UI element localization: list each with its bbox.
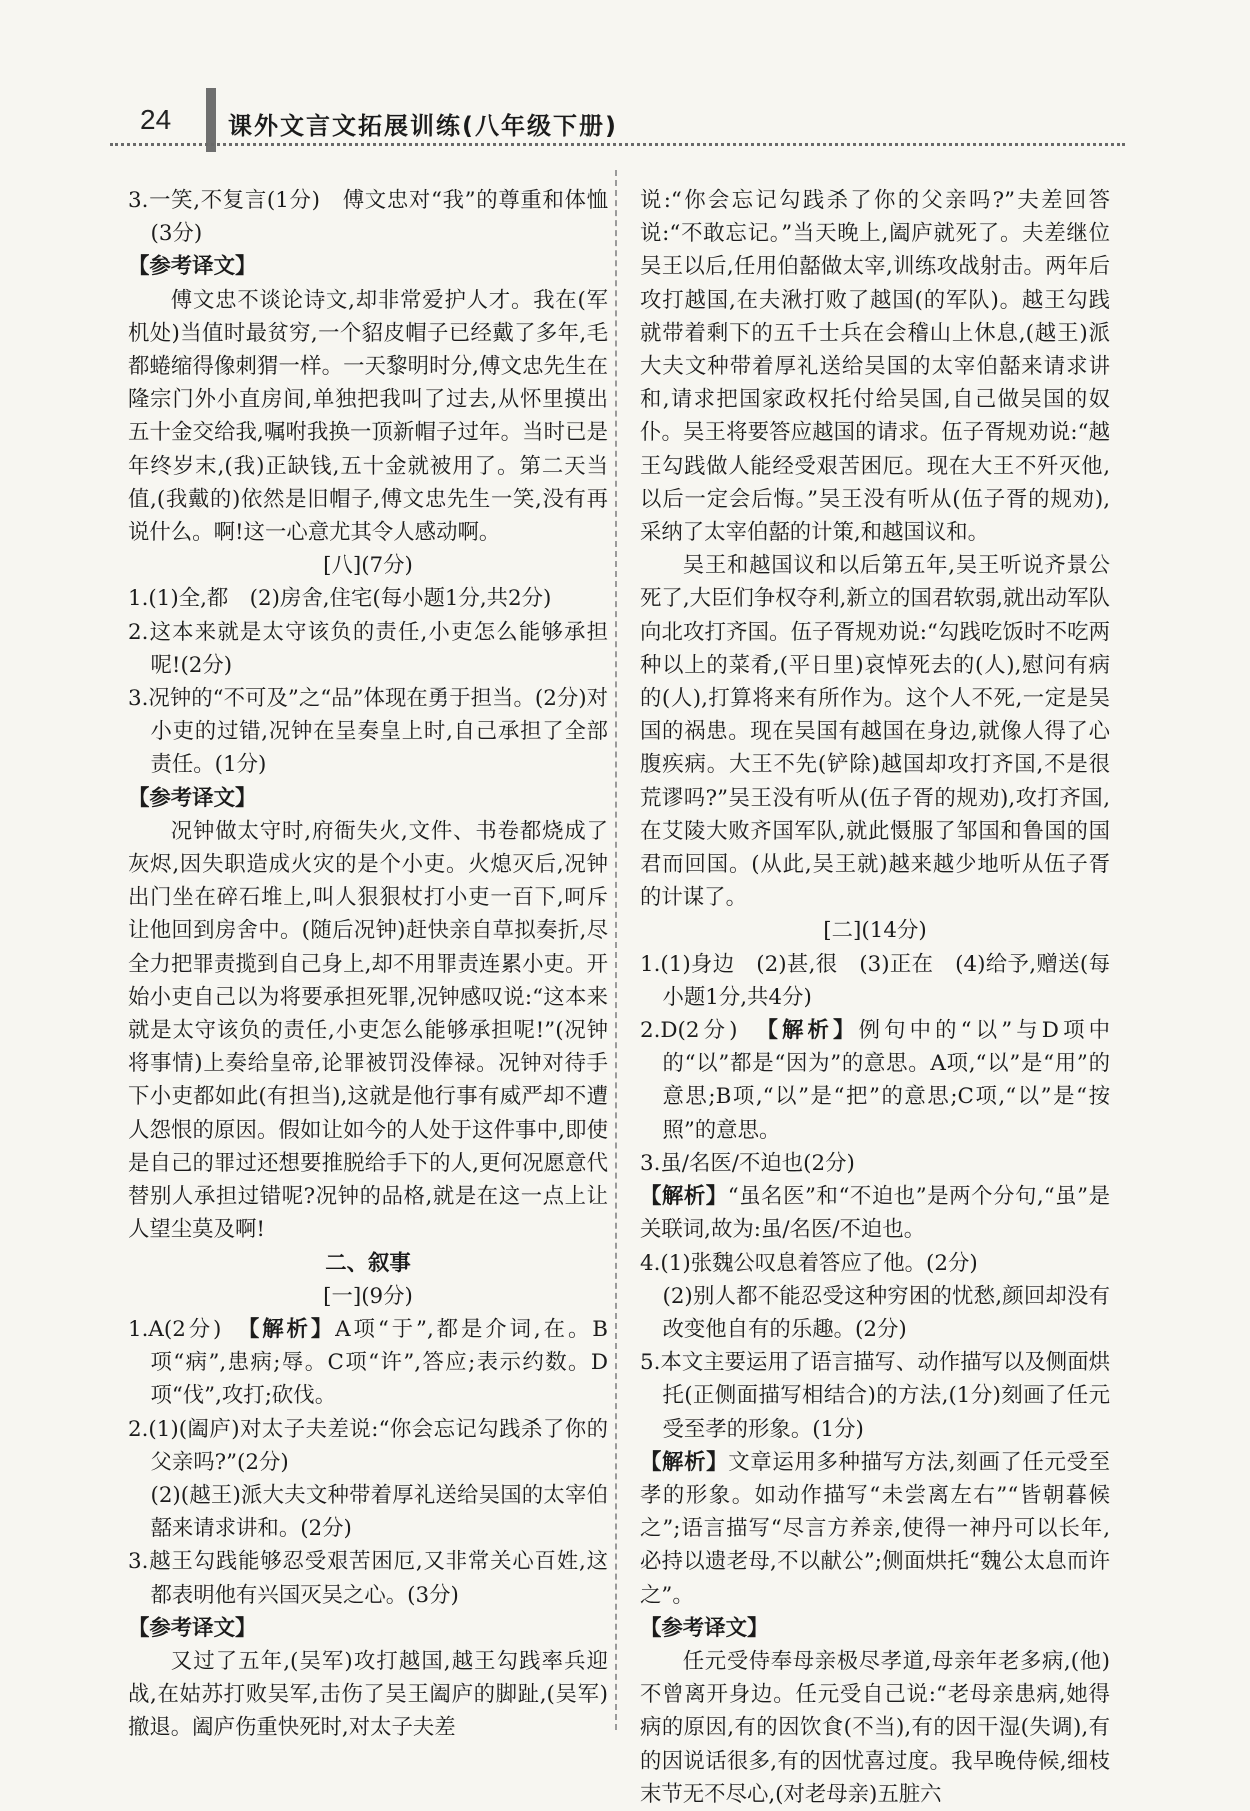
translation-paragraph: 况钟做太守时,府衙失火,文件、书卷都烧成了灰烬,因失职造成火灾的是个小吏。火熄灭后,况钟出门坐在碎石堆上,叫人狠狠杖打小吏一百下,呵斥让他回到房舍中。(随后况钟)赶快亲自草拟奏折,尽全力把罪责揽到自己身上,却不用罪责连累小吏。开始小吏自己以为将要承担死罪,况钟感叹说:“这本来就是太守该负的责任,小吏怎么能够承担呢!”(况钟将事情)上奏给皇帝,论罪被罚没俸禄。况钟对待手下小吏都如此(有担当),这就是他行事有威严却不遭人怨恨的原因。假如让如今的人处于这件事中,即使是自己的罪过还想要推脱给手下的人,更何况愿意代替别人承担过错呢?况钟的品格,就是在这一点上让人望尘莫及啊! [128,818,608,1243]
reference-translation-label: 【参考译文】 [128,254,257,280]
reference-translation-label: 【参考译文】 [640,1615,769,1641]
analysis-text: “虽名医”和“不迫也”是两个分句,“虽”是关联词,故为:虽/名医/不迫也。 [640,1184,1110,1243]
analysis-text: A项“于”,都是介词,在。B项“病”,患病;辱。C项“许”,答应;表示约数。D项“伐”,攻打;砍伐。 [150,1316,608,1409]
answer-subitem: (2)(越王)派大夫文种带着厚礼送给吴国的太宰伯嚭来请求讲和。(2分) [150,1482,608,1542]
analysis-label: 【解析】 [640,1449,729,1475]
page-number: 24 [140,104,172,135]
book-title: 课外文言文拓展训练(八年级下册) [228,112,618,140]
section-number: [八](7分) [323,553,413,579]
answer-item: 5.本文主要运用了语言描写、动作描写以及侧面烘托(正侧面描写相结合)的方法,(1分)刻画了任元受至孝的形象。(1分) [640,1350,1110,1442]
translation-paragraph: 又过了五年,(吴军)攻打越国,越王勾践率兵迎战,在姑苏打败吴军,击伤了吴王阖庐的脚趾,(吴军)撤退。阖庐伤重快死时,对太子夫差 [128,1648,608,1741]
page-header [110,88,1125,148]
answer-item [128,1313,608,1413]
analysis-paragraph [640,1446,1110,1612]
section-heading: 二、叙事 [325,1250,411,1276]
analysis-label: 【解析】 [640,1184,728,1210]
answer-lead: 1.A(2分) [128,1316,249,1342]
header-dotted-rule [110,143,1125,146]
answer-item [640,1014,1110,1147]
analysis-paragraph [640,1180,1110,1246]
right-column [640,184,1111,1807]
translation-paragraph: 任元受侍奉母亲极尽孝道,母亲年老多病,(他)不曾离开身边。任元受自己说:“老母亲患病,她得病的原因,有的因饮食(不当),有的因干湿(失调),有的因说话很多,有的因忧喜过度。我早晚侍候,细枝末节无不尽心,(对老母亲)五脏六 [640,1648,1110,1807]
answer-lead: 2.D(2分) [640,1018,768,1044]
analysis-text: 文章运用多种描写方法,刻画了任元受至孝的形象。如动作描写“未尝离左右”“皆朝暮候之”;语言描写“尽言方养亲,使得一神丹可以长年,必持以遗老母,不以献公”;侧面烘托“魏公太息而许之”。 [640,1449,1110,1608]
column-divider [615,170,617,1730]
answer-item: 3.一笑,不复言(1分) 傅文忠对“我”的尊重和体恤(3分) [128,188,608,247]
answer-item: 1.(1)身边 (2)甚,很 (3)正在 (4)给予,赠送(每小题1分,共4分) [640,951,1110,1010]
translation-paragraph: 吴王和越国议和以后第五年,吴王听说齐景公死了,大臣们争权夺利,新立的国君软弱,就出动军队向北攻打齐国。伍子胥规劝说:“勾践吃饭时不吃两种以上的菜肴,(平日里)哀悼死去的(人),慰问有病的(人),打算将来有所作为。这个人不死,一定是吴国的祸患。现在吴国有越国在身边,就像人得了心腹疾病。大王不先(铲除)越国却攻打齐国,不是很荒谬吗?”吴王没有听从(伍子胥的规劝),攻打齐国,在艾陵大败齐国军队,就此慑服了邹国和鲁国的国君而回国。(从此,吴王就)越来越少地听从伍子胥的计谋了。 [640,553,1110,911]
answer-item: 4.(1)张魏公叹息着答应了他。(2分) [640,1250,978,1276]
reference-translation-label: 【参考译文】 [128,785,257,811]
answer-subitem: (2)别人都不能忍受这种穷困的忧愁,颜回却没有改变他自有的乐趣。(2分) [662,1283,1110,1342]
reference-translation-label: 【参考译文】 [128,1615,257,1641]
translation-paragraph: 傅文忠不谈论诗文,却非常爱护人才。我在(军机处)当值时最贫穷,一个貂皮帽子已经戴了多年,毛都蜷缩得像刺猬一样。一天黎明时分,傅文忠先生在隆宗门外小直房间,单独把我叫了过去,从怀里摸出五十金交给我,嘱咐我换一顶新帽子过年。当时已是年终岁末,(我)正缺钱,五十金就被用了。第二天当值,(我戴的)依然是旧帽子,傅文忠先生一笑,没有再说什么。啊!这一心意尤其令人感动啊。 [128,287,608,546]
section-number: [一](9分) [323,1283,413,1309]
section-number: [二](14分) [823,918,927,944]
analysis-label: 【解析】 [248,1316,336,1342]
translation-paragraph: 说:“你会忘记勾践杀了你的父亲吗?”夫差回答说:“不敢忘记。”当天晚上,阖庐就死了。夫差继位吴王以后,任用伯嚭做太宰,训练攻战射击。两年后攻打越国,在夫湫打败了越国(的军队)。越王勾践就带着剩下的五千士兵在会稽山上休息,(越王)派大夫文种带着厚礼送给吴国的太宰伯嚭来请求讲和,请求把国家政权托付给吴国,自己做吴国的奴仆。吴王将要答应越国的请求。伍子胥规劝说:“越王勾践做人能经受艰苦困厄。现在大王不歼灭他,以后一定会后悔。”吴王没有听从(伍子胥的规劝),采纳了太宰伯嚭的计策,和越国议和。 [640,188,1110,546]
answer-item: 1.(1)全,都 (2)房舍,住宅(每小题1分,共2分) [128,586,552,612]
analysis-label: 【解析】 [767,1018,859,1044]
answer-item: 2.这本来就是太守该负的责任,小吏怎么能够承担呢!(2分) [128,619,608,678]
answer-item: 3.况钟的“不可及”之“品”体现在勇于担当。(2分)对小吏的过错,况钟在呈奏皇上时,自己承担了全部责任。(1分) [128,686,608,778]
answer-item: 3.虽/名医/不迫也(2分) [640,1150,855,1176]
left-column [128,184,608,1741]
analysis-text: 例句中的“以”与D项中的“以”都是“因为”的意思。A项,“以”是“用”的意思;B项,“以”是“把”的意思;C项,“以”是“按照”的意思。 [662,1018,1111,1143]
answer-item: 2.(1)(阖庐)对太子夫差说:“你会忘记勾践杀了你的父亲吗?”(2分) [128,1416,608,1475]
answer-item: 3.越王勾践能够忍受艰苦困厄,又非常关心百姓,这都表明他有兴国灭吴之心。(3分) [128,1549,608,1608]
